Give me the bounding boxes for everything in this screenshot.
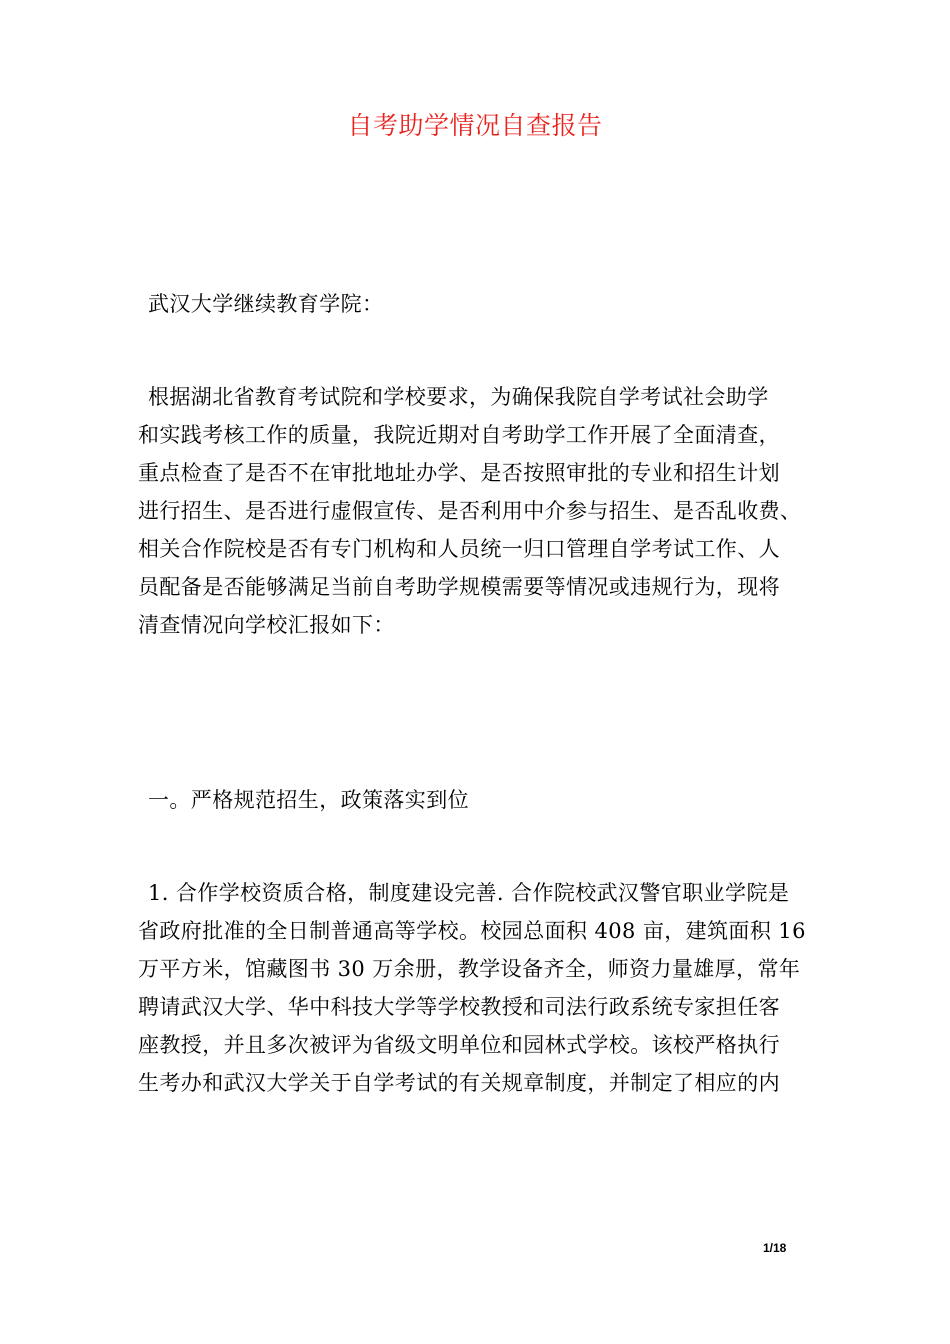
intro-line: 重点检查了是否不在审批地址办学、是否按照审批的专业和招生计划	[138, 461, 780, 485]
item1-line: 聘请武汉大学、华中科技大学等学校教授和司法行政系统专家担任客	[138, 995, 780, 1019]
intro-line: 员配备是否能够满足当前自考助学规模需要等情况或违规行为，现将	[138, 575, 780, 599]
intro-line: 根据湖北省教育考试院和学校要求，为确保我院自学考试社会助学	[148, 385, 769, 409]
intro-paragraph	[138, 378, 828, 644]
section-heading-block	[138, 781, 828, 819]
section-heading: 一。严格规范招生，政策落实到位	[148, 788, 469, 812]
item1-line: 生考办和武汉大学关于自学考试的有关规章制度，并制定了相应的内	[138, 1071, 780, 1095]
page-number: 1/18	[763, 1241, 787, 1255]
item1-line: 万平方米，馆藏图书 30 万余册，教学设备齐全，师资力量雄厚，常年	[138, 957, 801, 981]
intro-line: 进行招生、是否进行虚假宣传、是否利用中介参与招生、是否乱收费、	[138, 499, 802, 523]
item1-line: 1. 合作学校资质合格，制度建设完善. 合作院校武汉警官职业学院是	[148, 881, 790, 905]
item1-paragraph	[138, 874, 828, 1102]
salutation-block	[138, 285, 828, 323]
item1-line: 座教授，并且多次被评为省级文明单位和园林式学校。该校严格执行	[138, 1033, 780, 1057]
intro-line: 相关合作院校是否有专门机构和人员统一归口管理自学考试工作、人	[138, 537, 780, 561]
item1-line: 省政府批准的全日制普通高等学校。校园总面积 408 亩，建筑面积 16	[138, 919, 806, 943]
intro-line: 和实践考核工作的质量，我院近期对自考助学工作开展了全面清查，	[138, 423, 780, 447]
intro-line: 清查情况向学校汇报如下：	[138, 613, 395, 637]
document-title: 自考助学情况自查报告	[347, 111, 603, 140]
salutation: 武汉大学继续教育学院：	[148, 292, 384, 316]
